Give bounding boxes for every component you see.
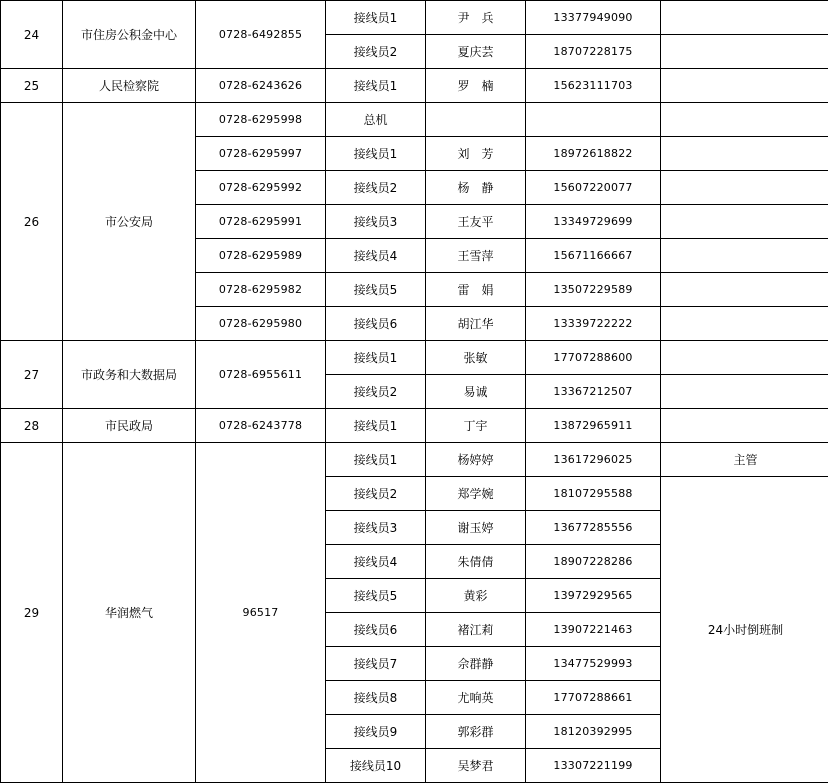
role-cell[interactable]: 接线员2: [326, 375, 426, 409]
note-cell[interactable]: [661, 341, 828, 375]
table-row: [1, 341, 828, 375]
name-cell[interactable]: 夏庆芸: [426, 35, 526, 69]
note-cell[interactable]: [661, 205, 828, 239]
name-cell[interactable]: 吴梦君: [426, 749, 526, 783]
name-cell[interactable]: 王雪萍: [426, 239, 526, 273]
role-cell[interactable]: 接线员4: [326, 239, 426, 273]
name-cell[interactable]: 黄彩: [426, 579, 526, 613]
role-cell[interactable]: 接线员8: [326, 681, 426, 715]
role-cell[interactable]: 接线员1: [326, 137, 426, 171]
index-cell[interactable]: 29: [1, 443, 63, 783]
index-cell[interactable]: 25: [1, 69, 63, 103]
role-cell[interactable]: 接线员4: [326, 545, 426, 579]
phone-cell[interactable]: 96517: [196, 443, 326, 783]
name-cell[interactable]: 刘 芳: [426, 137, 526, 171]
department-cell[interactable]: 人民检察院: [63, 69, 196, 103]
department-cell[interactable]: 华润燃气: [63, 443, 196, 783]
mobile-cell[interactable]: 15607220077: [526, 171, 661, 205]
name-cell[interactable]: 易诚: [426, 375, 526, 409]
role-cell[interactable]: 接线员3: [326, 511, 426, 545]
index-cell[interactable]: 24: [1, 1, 63, 69]
mobile-cell[interactable]: 15671166667: [526, 239, 661, 273]
role-cell[interactable]: 接线员2: [326, 35, 426, 69]
note-cell[interactable]: [661, 137, 828, 171]
mobile-cell[interactable]: 13339722222: [526, 307, 661, 341]
role-cell[interactable]: 接线员10: [326, 749, 426, 783]
mobile-cell[interactable]: 17707288600: [526, 341, 661, 375]
mobile-cell[interactable]: 13872965911: [526, 409, 661, 443]
role-cell[interactable]: 接线员3: [326, 205, 426, 239]
phone-cell[interactable]: 0728-6295997: [196, 137, 326, 171]
name-cell[interactable]: 朱倩倩: [426, 545, 526, 579]
department-cell[interactable]: 市公安局: [63, 103, 196, 341]
index-cell[interactable]: 27: [1, 341, 63, 409]
mobile-cell[interactable]: 13349729699: [526, 205, 661, 239]
role-cell[interactable]: 接线员6: [326, 307, 426, 341]
role-cell[interactable]: 接线员1: [326, 341, 426, 375]
mobile-cell[interactable]: 18707228175: [526, 35, 661, 69]
note-cell[interactable]: 24小时倒班制: [661, 477, 828, 783]
name-cell[interactable]: 杨 静: [426, 171, 526, 205]
department-cell[interactable]: 市政务和大数据局: [63, 341, 196, 409]
role-cell[interactable]: 接线员7: [326, 647, 426, 681]
name-cell[interactable]: 罗 楠: [426, 69, 526, 103]
phone-cell[interactable]: 0728-6243626: [196, 69, 326, 103]
note-cell[interactable]: [661, 273, 828, 307]
name-cell[interactable]: 雷 娟: [426, 273, 526, 307]
phone-cell[interactable]: 0728-6295992: [196, 171, 326, 205]
index-cell[interactable]: 26: [1, 103, 63, 341]
phone-cell[interactable]: 0728-6243778: [196, 409, 326, 443]
mobile-cell[interactable]: 17707288661: [526, 681, 661, 715]
name-cell[interactable]: 郭彩群: [426, 715, 526, 749]
role-cell[interactable]: 接线员9: [326, 715, 426, 749]
mobile-cell[interactable]: 18120392995: [526, 715, 661, 749]
mobile-cell[interactable]: 13477529993: [526, 647, 661, 681]
mobile-cell[interactable]: 18972618822: [526, 137, 661, 171]
mobile-cell[interactable]: 13972929565: [526, 579, 661, 613]
name-cell[interactable]: 张敏: [426, 341, 526, 375]
table-row: [1, 69, 828, 103]
name-cell[interactable]: 谢玉婷: [426, 511, 526, 545]
table-row: [1, 103, 828, 137]
note-cell[interactable]: [661, 171, 828, 205]
note-cell[interactable]: [661, 103, 828, 137]
phone-cell[interactable]: 0728-6492855: [196, 1, 326, 69]
phone-cell[interactable]: 0728-6295980: [196, 307, 326, 341]
index-cell[interactable]: 28: [1, 409, 63, 443]
role-cell[interactable]: 接线员1: [326, 409, 426, 443]
role-cell[interactable]: 接线员2: [326, 171, 426, 205]
mobile-cell[interactable]: 18907228286: [526, 545, 661, 579]
phone-cell[interactable]: 0728-6295998: [196, 103, 326, 137]
mobile-cell[interactable]: 13907221463: [526, 613, 661, 647]
role-cell[interactable]: 接线员5: [326, 579, 426, 613]
name-cell[interactable]: 尹 兵: [426, 1, 526, 35]
note-cell[interactable]: [661, 35, 828, 69]
mobile-cell[interactable]: [526, 103, 661, 137]
mobile-cell[interactable]: 13507229589: [526, 273, 661, 307]
note-cell[interactable]: [661, 239, 828, 273]
mobile-cell[interactable]: 13617296025: [526, 443, 661, 477]
mobile-cell[interactable]: 13367212507: [526, 375, 661, 409]
role-cell[interactable]: 接线员6: [326, 613, 426, 647]
table-row: [1, 443, 828, 477]
department-cell[interactable]: 市民政局: [63, 409, 196, 443]
name-cell[interactable]: [426, 103, 526, 137]
note-cell[interactable]: [661, 375, 828, 409]
note-cell[interactable]: [661, 1, 828, 35]
name-cell[interactable]: 胡江华: [426, 307, 526, 341]
mobile-cell[interactable]: 13677285556: [526, 511, 661, 545]
role-cell[interactable]: 接线员1: [326, 443, 426, 477]
role-cell[interactable]: 总机: [326, 103, 426, 137]
role-cell[interactable]: 接线员1: [326, 69, 426, 103]
name-cell[interactable]: 褚江莉: [426, 613, 526, 647]
name-cell[interactable]: 尤响英: [426, 681, 526, 715]
note-cell[interactable]: [661, 409, 828, 443]
table-row: [1, 409, 828, 443]
name-cell[interactable]: 郑学婉: [426, 477, 526, 511]
name-cell[interactable]: 佘群静: [426, 647, 526, 681]
note-cell[interactable]: [661, 307, 828, 341]
note-cell[interactable]: 主管: [661, 443, 828, 477]
phone-cell[interactable]: 0728-6295991: [196, 205, 326, 239]
phone-cell[interactable]: 0728-6295989: [196, 239, 326, 273]
name-cell[interactable]: 王友平: [426, 205, 526, 239]
note-cell[interactable]: [661, 69, 828, 103]
name-cell[interactable]: 杨婷婷: [426, 443, 526, 477]
role-cell[interactable]: 接线员5: [326, 273, 426, 307]
phone-cell[interactable]: 0728-6955611: [196, 341, 326, 409]
name-cell[interactable]: 丁宇: [426, 409, 526, 443]
department-cell[interactable]: 市住房公积金中心: [63, 1, 196, 69]
mobile-cell[interactable]: 13377949090: [526, 1, 661, 35]
mobile-cell[interactable]: 13307221199: [526, 749, 661, 783]
phone-cell[interactable]: 0728-6295982: [196, 273, 326, 307]
mobile-cell[interactable]: 18107295588: [526, 477, 661, 511]
role-cell[interactable]: 接线员2: [326, 477, 426, 511]
role-cell[interactable]: 接线员1: [326, 1, 426, 35]
mobile-cell[interactable]: 15623111703: [526, 69, 661, 103]
table-row: [1, 1, 828, 35]
